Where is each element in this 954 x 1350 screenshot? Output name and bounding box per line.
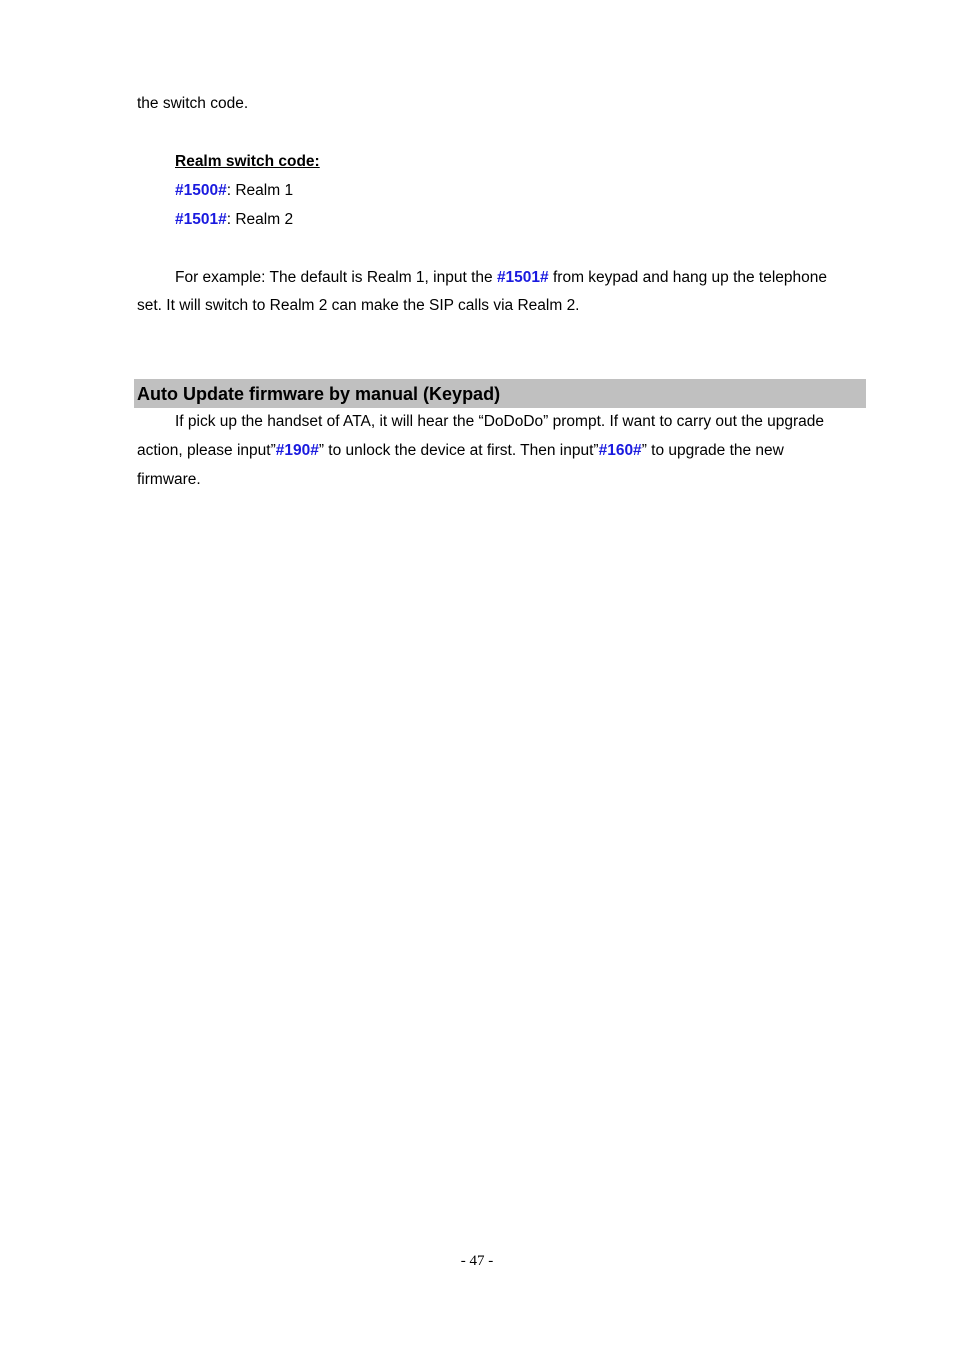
realm-code: #1500# bbox=[175, 182, 227, 199]
realm-label: : Realm 1 bbox=[226, 182, 294, 199]
paragraph-text: ” to unlock the device at first. Then input” bbox=[318, 442, 599, 459]
example-line-1 bbox=[175, 268, 827, 288]
intro-text: the switch code. bbox=[137, 95, 249, 112]
example-text: For example: The default is Realm 1, input the bbox=[175, 269, 497, 286]
section-paragraph-line-2 bbox=[137, 441, 784, 461]
section-paragraph-line-1: If pick up the handset of ATA, it will hear the “DoDoDo” prompt. If want to carry out the upgrade bbox=[175, 413, 825, 430]
realm-code-item bbox=[175, 210, 293, 230]
example-code: #1501# bbox=[496, 269, 549, 286]
realm-label: : Realm 2 bbox=[226, 211, 294, 228]
realm-code: #1501# bbox=[175, 211, 227, 228]
paragraph-text: action, please input” bbox=[137, 442, 276, 459]
upgrade-code: #160# bbox=[598, 442, 642, 459]
section-paragraph-line-3: firmware. bbox=[137, 471, 201, 488]
realm-code-item bbox=[175, 181, 293, 201]
paragraph-text: ” to upgrade the new bbox=[641, 442, 784, 459]
section-title: Auto Update firmware by manual (Keypad) bbox=[137, 384, 501, 404]
realm-switch-heading: Realm switch code: bbox=[175, 153, 320, 170]
example-text: from keypad and hang up the telephone bbox=[548, 269, 828, 286]
page-number: - 47 - bbox=[460, 1253, 494, 1269]
example-line-2: set. It will switch to Realm 2 can make the SIP calls via Realm 2. bbox=[137, 297, 580, 314]
unlock-code: #190# bbox=[275, 442, 319, 459]
